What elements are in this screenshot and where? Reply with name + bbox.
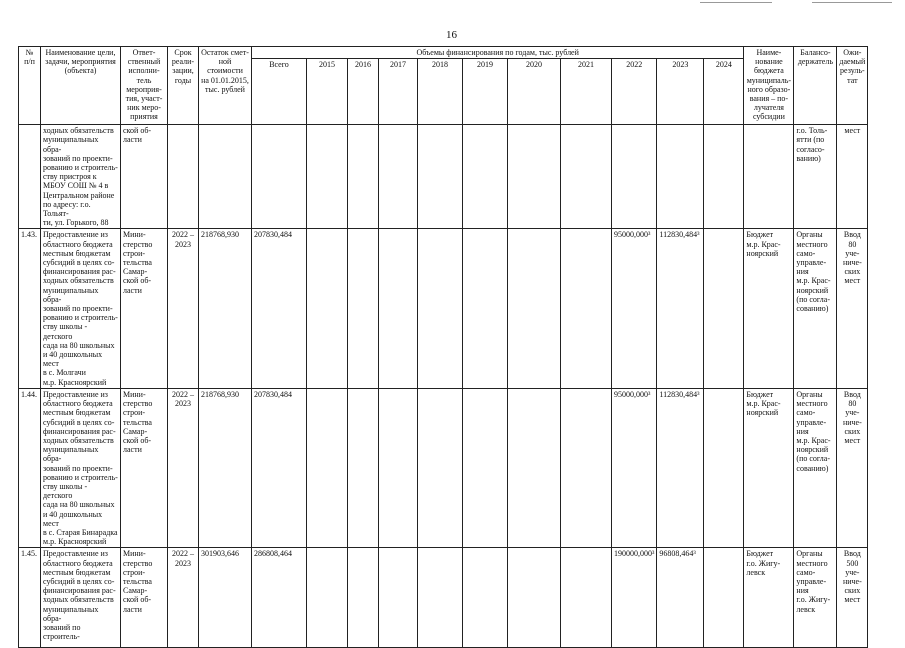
row-term: [168, 125, 199, 229]
row-name: ходных обязательств муниципальных обра- зований по проекти- рованию и строитель- ству пристроя к МБОУ СОШ № 4 в Центральном районе по адресу: г.о. Тольят- ти, ул. Горького, 88: [41, 125, 121, 229]
header-year-2018: 2018: [418, 59, 463, 125]
financing-table: [18, 46, 868, 648]
row-result: Ввод 80 уче- ниче- ских мест: [837, 388, 868, 547]
header-year-2015: 2015: [307, 59, 348, 125]
row-name: Предоставление из областного бюджета местным бюджетам субсидий в целях со- финансирования рас- ходных обязательств муниципальных обра- зований по строитель-: [41, 548, 121, 648]
row-result: мест: [837, 125, 868, 229]
row-term: 2022 – 2023: [168, 548, 199, 648]
row-2023: [657, 125, 704, 229]
header-volumes-group: Объемы финансирования по годам, тыс. рублей: [252, 47, 744, 59]
header-year-2024: 2024: [704, 59, 744, 125]
header-year-2021: 2021: [561, 59, 612, 125]
row-balance: 218768,930: [199, 229, 252, 388]
header-year-2020: 2020: [508, 59, 561, 125]
row-executor: Мини- стерство строи- тельства Самар- ской об- ласти: [121, 229, 168, 388]
table-row: [19, 388, 868, 547]
header-year-2022: 2022: [612, 59, 657, 125]
header-term: Срок реали- зации, годы: [168, 47, 199, 125]
row-executor: Мини- стерство строи- тельства Самар- ской об- ласти: [121, 548, 168, 648]
row-holder: Органы местного само- управле- ния г.о. Жигу- левск: [794, 548, 837, 648]
row-executor: ской об- ласти: [121, 125, 168, 229]
row-budget: Бюджет м.р. Крас- ноярский: [744, 388, 794, 547]
row-no: 1.43.: [19, 229, 41, 388]
header-result: Ожи- даемый резуль- тат: [837, 47, 868, 125]
row-balance: 218768,930: [199, 388, 252, 547]
row-2022: 190000,000³: [612, 548, 657, 648]
row-holder: г.о. Толь- ятти (по согласо- ванию): [794, 125, 837, 229]
table-row: [19, 229, 868, 388]
row-2022: 95000,000³: [612, 229, 657, 388]
row-2023: 112830,484³: [657, 229, 704, 388]
row-no: 1.45.: [19, 548, 41, 648]
row-balance: 301903,646: [199, 548, 252, 648]
row-2022: [612, 125, 657, 229]
header-year-2017: 2017: [379, 59, 418, 125]
row-name: Предоставление из областного бюджета местным бюджетам субсидий в целях со- финансирования рас- ходных обязательств муниципальных обра- зований по проекти- рованию и строитель- ству школы - детского сада на 80 школьных и 40 дошкольных мест в с. Молгачи м.р. Красноярский: [41, 229, 121, 388]
row-result: Ввод 80 уче- ниче- ских мест: [837, 229, 868, 388]
row-total: 207830,484: [252, 229, 307, 388]
header-row-1: [19, 47, 868, 59]
row-no: 1.44.: [19, 388, 41, 547]
row-2023: 112830,484³: [657, 388, 704, 547]
row-holder: Органы местного само- управле- ния м.р. Крас- ноярский (по согла- сованию): [794, 388, 837, 547]
row-2022: 95000,000³: [612, 388, 657, 547]
page-number: 16: [446, 29, 457, 41]
row-total: 207830,484: [252, 388, 307, 547]
header-year-2016: 2016: [348, 59, 379, 125]
row-budget: Бюджет м.р. Крас- ноярский: [744, 229, 794, 388]
row-total: 286808,464: [252, 548, 307, 648]
row-executor: Мини- стерство строи- тельства Самар- ской об- ласти: [121, 388, 168, 547]
row-2023: 96808,464³: [657, 548, 704, 648]
row-name: Предоставление из областного бюджета местным бюджетам субсидий в целях со- финансирования рас- ходных обязательств муниципальных обра- зований по проекти- рованию и строитель- ству школы - детского сада на 80 школьных и 40 дошкольных мест в с. Старая Бинарадка м.р. Красноярский: [41, 388, 121, 547]
row-term: 2022 – 2023: [168, 388, 199, 547]
header-name: Наименование цели, задачи, мероприятия (объекта): [41, 47, 121, 125]
row-no: [19, 125, 41, 229]
top-rule-right: [812, 2, 892, 3]
top-rule-left: [700, 2, 772, 3]
row-term: 2022 – 2023: [168, 229, 199, 388]
header-budget: Наиме- нование бюджета муниципаль- ного образо- вания – по- лучателя субсидии: [744, 47, 794, 125]
row-budget: [744, 125, 794, 229]
header-no: № п/п: [19, 47, 41, 125]
table-row: [19, 548, 868, 648]
row-balance: [199, 125, 252, 229]
header-executor: Ответ- ственный исполни- тель мероприя- тия, участ- ник меро- приятия: [121, 47, 168, 125]
header-year-2023: 2023: [657, 59, 704, 125]
row-total: [252, 125, 307, 229]
header-total: Всего: [252, 59, 307, 125]
header-holder: Балансо- держатель: [794, 47, 837, 125]
table-row: [19, 125, 868, 229]
header-balance: Остаток смет- ной стоимости на 01.01.2015, тыс. рублей: [199, 47, 252, 125]
row-holder: Органы местного само- управле- ния м.р. Крас- ноярский (по согла- сованию): [794, 229, 837, 388]
row-budget: Бюджет г.о. Жигу- левск: [744, 548, 794, 648]
row-result: Ввод 500 уче- ниче- ских мест: [837, 548, 868, 648]
header-year-2019: 2019: [463, 59, 508, 125]
